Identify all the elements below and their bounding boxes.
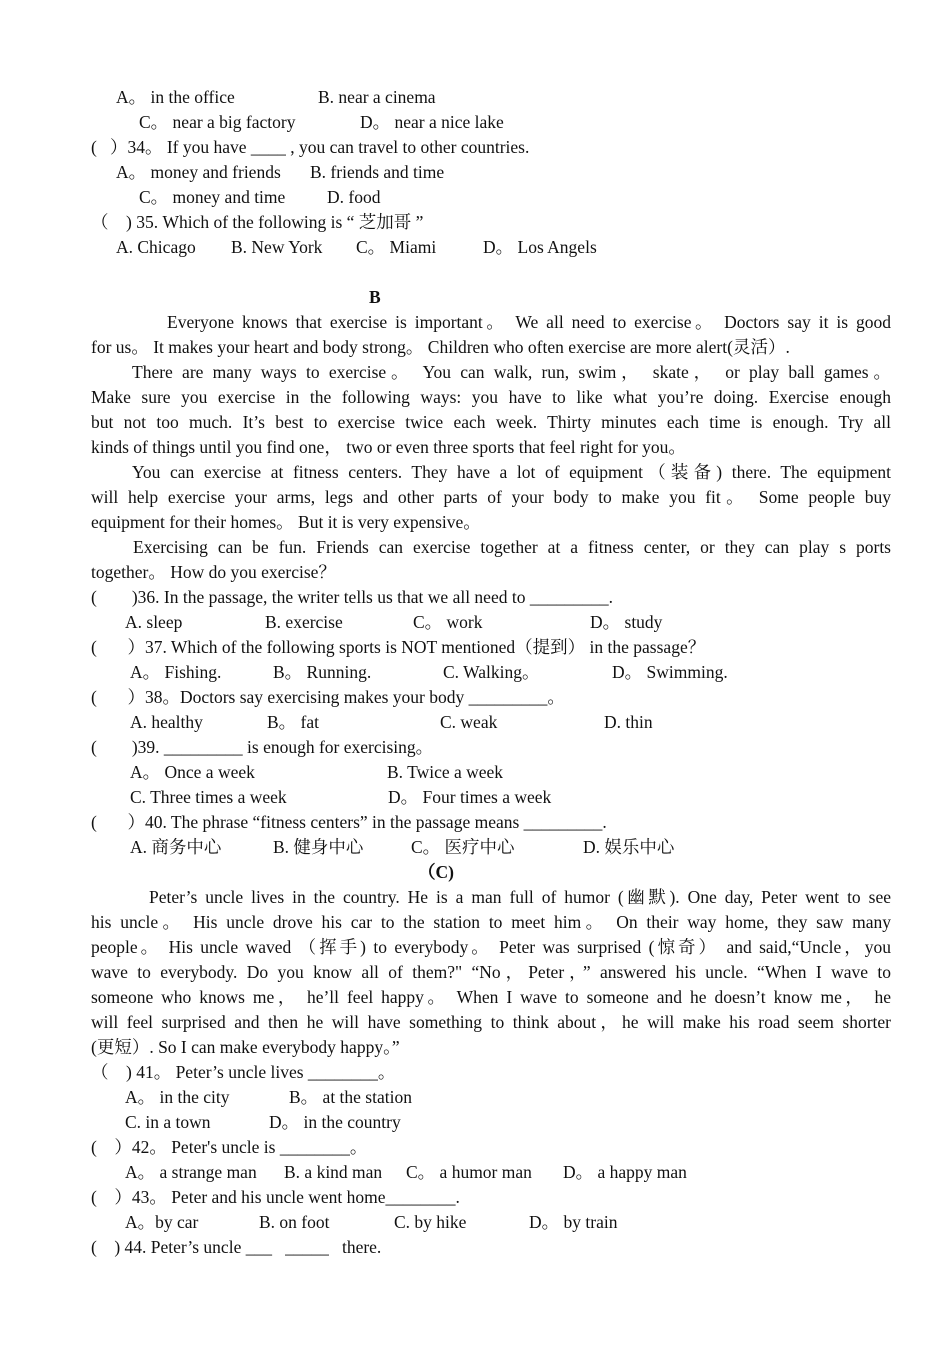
question-41-stem: （ ) 41。 Peter’s uncle lives ________。 [91, 1062, 396, 1082]
question-39-options-row-2 [91, 785, 891, 810]
question-42-stem: ( ）42。 Peter's uncle is ________。 [91, 1137, 368, 1157]
option-c: C。 a humor man [406, 1162, 532, 1182]
option-d: D。 by train [529, 1212, 618, 1232]
option-a: A。by car [125, 1212, 199, 1232]
question-40-stem: ( ）40. The phrase “fitness centers” in the passage means _________. [91, 812, 607, 832]
option-b: B. New York [231, 237, 323, 257]
option-a: A。 in the city [125, 1087, 230, 1107]
option-a: A。 in the office [116, 87, 235, 107]
passage-b-line: kinds of things until you find one， two or even three sports that feel right for you。 [91, 437, 686, 457]
question-38-options [91, 710, 891, 735]
option-d: D. food [327, 187, 381, 207]
question-37-stem: ( ）37. Which of the following sports is NOT mentioned（提到） in the passage？ [91, 637, 706, 657]
question-43-stem: ( ）43。 Peter and his uncle went home________. [91, 1187, 460, 1207]
passage-c-heading: （C) [418, 862, 454, 882]
question-33-options-row-2 [91, 110, 891, 135]
option-a: A。 Once a week [130, 762, 255, 782]
passage-b-line: There are many ways to exercise。 You can walk, run, swim， skate， or play ball games。 [132, 362, 891, 382]
passage-b-line: Everyone knows that exercise is important。 We all need to exercise。 Doctors say it is good [167, 312, 891, 332]
question-34-stem: ( ）34。 If you have ____ , you can travel to other countries. [91, 137, 530, 157]
option-b: B. a kind man [284, 1162, 383, 1182]
option-b: B. on foot [259, 1212, 330, 1232]
passage-b-line: You can exercise at fitness centers. They have a lot of equipment（装备) there. The equipment [132, 462, 891, 482]
option-a: A. healthy [130, 712, 203, 732]
passage-b-heading: B [369, 287, 381, 307]
option-c: C. Three times a week [130, 787, 287, 807]
question-36-options [91, 610, 891, 635]
question-40-options [91, 835, 891, 860]
question-41-options-row-1 [91, 1085, 891, 1110]
option-c: C. by hike [394, 1212, 467, 1232]
question-41-options-row-2 [91, 1110, 891, 1135]
option-b: B. Twice a week [387, 762, 504, 782]
passage-c-line: his uncle。 His uncle drove his car to the station to meet him。 On their way home, they saw many [91, 912, 891, 932]
option-d: D。 in the country [269, 1112, 401, 1132]
option-b: B。 fat [267, 712, 320, 732]
question-33-options-row-1 [91, 85, 891, 110]
option-a: A. 商务中心 [130, 837, 222, 857]
passage-b-line: Exercising can be fun. Friends can exercise together at a fitness center, or they can play s ports [133, 537, 891, 557]
option-c: C. weak [440, 712, 498, 732]
passage-c-line: will feel surprised and then he will have something to think about，he will make his road seem shorter [91, 1012, 891, 1032]
option-a: A。 Fishing. [130, 662, 222, 682]
option-a: A。 a strange man [125, 1162, 257, 1182]
option-d: D。 Swimming. [612, 662, 728, 682]
option-c: C. in a town [125, 1112, 211, 1132]
question-34-options-row-1 [91, 160, 891, 185]
question-35-options [91, 235, 891, 260]
passage-b-line: together。 How do you exercise？ [91, 562, 336, 582]
option-a: A. sleep [125, 612, 183, 632]
question-39-stem: ( )39. _________ is enough for exercising。 [91, 737, 434, 757]
option-b: B。 at the station [289, 1087, 412, 1107]
option-d: D。 Four times a week [388, 787, 552, 807]
passage-b-line: Make sure you exercise in the following ways: you have to like what you’re doing. Exercise enough [91, 387, 891, 407]
question-38-stem: ( ）38。Doctors say exercising makes your body _________。 [91, 687, 565, 707]
question-36-stem: ( )36. In the passage, the writer tells us that we all need to _________. [91, 587, 613, 607]
question-44-stem: ( ) 44. Peter’s uncle ___ _____ there. [91, 1237, 382, 1257]
option-d: D. thin [604, 712, 653, 732]
passage-b-line: but not too much. It’s best to exercise twice each week. Thirty minutes each time is enough. Try all [91, 412, 891, 432]
passage-c-line: wave to everybody. Do you know all of them?" “No，Peter，” answered his uncle. “When I wave to [91, 962, 891, 982]
option-a: A。 money and friends [116, 162, 281, 182]
passage-b-line: for us。 It makes your heart and body strong。 Children who often exercise are more alert(灵活）. [91, 337, 790, 357]
option-b: B. exercise [265, 612, 343, 632]
option-c: C。 work [413, 612, 483, 632]
passage-c-line: people。 His uncle waved （挥手) to everybody。 Peter was surprised (惊奇） and said,“Uncle，you [91, 937, 891, 957]
option-b: B. 健身中心 [273, 837, 364, 857]
option-a: A. Chicago [116, 237, 196, 257]
question-37-options [91, 660, 891, 685]
option-d: D。 a happy man [563, 1162, 687, 1182]
option-c: C。 near a big factory [139, 112, 296, 132]
question-34-options-row-2 [91, 185, 891, 210]
option-c: C。 Miami [356, 237, 437, 257]
question-39-options-row-1 [91, 760, 891, 785]
passage-c-line: Peter’s uncle lives in the country. He is a man full of humor (幽默). One day, Peter went to see [149, 887, 891, 907]
question-35-stem: （ ) 35. Which of the following is “ 芝加哥 ” [91, 212, 424, 232]
question-42-options [91, 1160, 891, 1185]
option-d: D。 near a nice lake [360, 112, 504, 132]
passage-b-line: equipment for their homes。 But it is very expensive。 [91, 512, 481, 532]
passage-c-line: (更短）. So I can make everybody happy。” [91, 1037, 400, 1057]
passage-c-line: someone who knows me， he’ll feel happy。 When I wave to someone and he doesn’t know me， he [91, 987, 891, 1007]
option-d: D。 Los Angels [483, 237, 597, 257]
option-b: B. near a cinema [318, 87, 436, 107]
option-d: D。 study [590, 612, 663, 632]
option-d: D. 娱乐中心 [583, 837, 675, 857]
option-c: C。 money and time [139, 187, 286, 207]
option-c: C。 医疗中心 [411, 837, 515, 857]
option-b: B. friends and time [310, 162, 445, 182]
passage-b-line: will help exercise your arms, legs and other parts of your body to make you fit。 Some people buy [91, 487, 891, 507]
question-43-options [91, 1210, 891, 1235]
option-b: B。 Running. [273, 662, 372, 682]
option-c: C. Walking。 [443, 662, 540, 682]
